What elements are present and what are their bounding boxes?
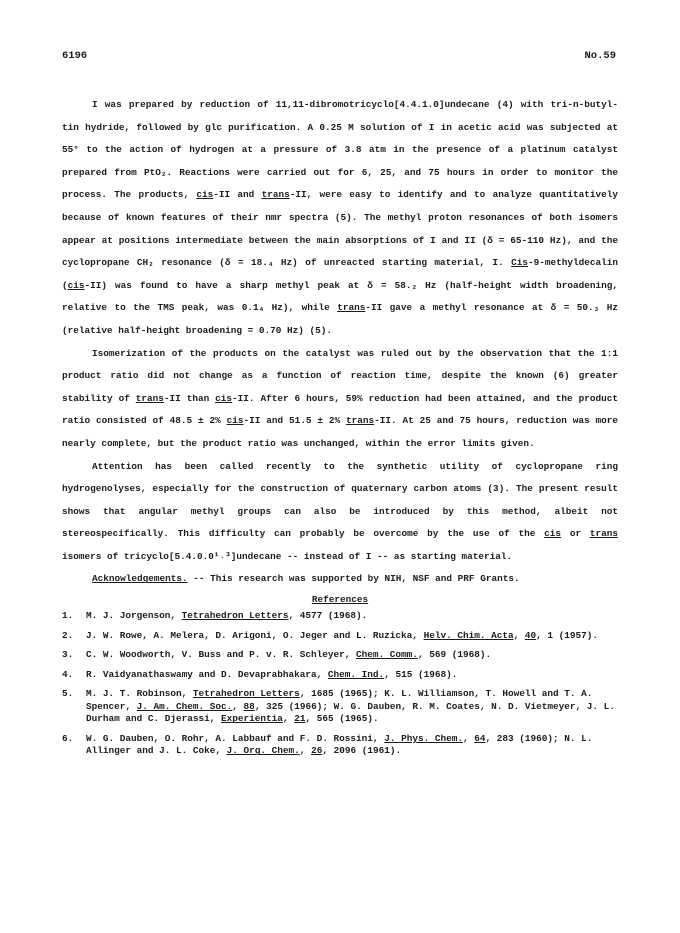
reference-item — [62, 669, 618, 682]
reference-number: 1. — [62, 610, 74, 622]
journal-issue: No.59 — [584, 50, 616, 62]
text-run: , 325 (1966); W. G. Dauben, R. M. Coates, N. D. Vietmeyer, J. L. Durham and C. Djerassi, — [86, 700, 615, 725]
underlined-term: Chem. Comm. — [356, 649, 418, 661]
text-run: or — [561, 528, 590, 540]
underlined-term: cis — [196, 189, 214, 201]
underlined-term: J. Phys. Chem. — [384, 732, 463, 744]
underlined-term: 21 — [294, 713, 306, 725]
acknowledgements-label: Acknowledgements. — [92, 573, 188, 585]
reference-item — [62, 649, 618, 662]
underlined-term: trans — [589, 528, 618, 540]
article-body — [62, 94, 618, 765]
references-heading-text: References — [311, 594, 369, 606]
acknowledgements-text: -- This research was supported by NIH, NSF and PRF Grants. — [187, 573, 520, 585]
text-run: -II) was found to have a sharp methyl peak at δ = 58.₂ Hz (half-height width broadening, relative to the TMS peak, was 0.1₄ Hz), while — [62, 279, 618, 314]
reference-text — [86, 669, 618, 682]
reference-text — [86, 610, 618, 623]
underlined-term: Cis — [511, 257, 528, 269]
underlined-term: Experientia — [221, 713, 283, 725]
text-run: W. G. Dauben, O. Rohr, A. Labbauf and F. D. Rossini, — [86, 732, 385, 744]
underlined-term: trans — [261, 189, 290, 201]
underlined-term: cis — [544, 528, 562, 540]
text-run: M. J. T. Robinson, — [86, 688, 193, 700]
text-run: , 1 (1957). — [536, 629, 598, 641]
text-run: , — [232, 700, 244, 712]
references-heading — [62, 592, 618, 608]
reference-number: 3. — [62, 649, 74, 661]
reference-number: 6. — [62, 732, 74, 744]
underlined-term: J. Org. Chem. — [226, 745, 300, 757]
text-run: , — [282, 713, 295, 725]
underlined-term: Helv. Chim. Acta — [423, 629, 514, 641]
reference-number: 4. — [62, 668, 74, 680]
underlined-term: cis — [226, 415, 244, 427]
reference-list — [62, 610, 618, 758]
underlined-term: Chem. Ind. — [327, 668, 385, 680]
text-run: , — [299, 745, 312, 757]
text-run: -II, were easy to identify and to analyze quantitatively because of known features of their nmr spectra (5). The methyl proton resonances of both isomers appear at positions intermediate between the main absorptions of I and II (δ = 65-110 Hz), and the cyclopropane CH₂ resonance (δ = 18.₄ Hz) of unreacted starting material, I. — [62, 189, 618, 269]
underlined-term: trans — [337, 302, 366, 314]
reference-item — [62, 733, 618, 758]
reference-text — [86, 733, 618, 758]
text-run: , 2096 (1961). — [322, 745, 402, 757]
paragraph-1 — [62, 94, 618, 343]
text-run: -II gave a methyl resonance at δ = 50.₃ Hz (relative half-height broadening = 0.70 Hz) (5). — [62, 302, 618, 336]
text-run: -II and 51.5 ± 2% — [243, 415, 346, 427]
text-run: Attention has been called recently to the synthetic utility of cyclopropane ring hydrogenolyses, especially for the construction of quaternary carbon atoms (3). The present result shows that angular methyl groups can also be introduced by this method, albeit not stereospecifically. This difficulty can probably be overcome by the use of the — [62, 460, 618, 540]
text-run: , — [462, 732, 475, 744]
text-run: isomers of tricyclo[5.4.0.0¹˒³]undecane -- instead of I -- as starting material. — [62, 550, 513, 562]
text-run: -9-methyldecalin ( — [62, 257, 618, 291]
reference-number: 5. — [62, 688, 74, 700]
text-run: C. W. Woodworth, V. Buss and P. v. R. Schleyer, — [86, 649, 357, 661]
text-run: , 283 (1960); N. L. Allinger and J. L. Coke, — [86, 732, 593, 757]
text-run: , 565 (1965). — [305, 713, 379, 725]
text-run: R. Vaidyanathaswamy and D. Devaprabhakara, — [86, 668, 328, 680]
underlined-term: cis — [215, 392, 233, 404]
underlined-term: Tetrahedron Letters — [192, 688, 300, 700]
text-run: I was prepared by reduction of 11,11-dibromotricyclo[4.4.1.0]undecane (4) with tri-n-butyl-tin hydride, followed by glc purification. A 0.25 M solution of I in acetic acid was subjected at 55° to the action of hydrogen at a pressure of 3.8 atm in the presence of a platinum catalyst prepared from PtO₂. Reactions were carried out for 6, 25, and 75 hours in order to monitor the process. The products, — [62, 99, 618, 201]
reference-text — [86, 649, 618, 662]
underlined-term: J. Am. Chem. Soc. — [136, 700, 233, 712]
reference-item — [62, 610, 618, 623]
text-run: J. W. Rowe, A. Melera, D. Arigoni, O. Jeger and L. Ruzicka, — [86, 629, 424, 641]
acknowledgements — [62, 568, 618, 590]
reference-text — [86, 688, 618, 726]
underlined-term: 88 — [243, 700, 255, 712]
text-run: M. J. Jorgenson, — [86, 610, 182, 622]
paragraph-2 — [62, 343, 618, 456]
underlined-term: Tetrahedron Letters — [181, 610, 289, 622]
underlined-term: cis — [67, 279, 85, 291]
text-run: -II and — [213, 189, 262, 201]
underlined-term: trans — [135, 392, 164, 404]
text-run: Isomerization of the products on the catalyst was ruled out by the observation that the 1:1 product ratio did not change as a function of reaction time, despite the known (6) greater stability of — [62, 347, 618, 404]
text-run: , 515 (1968). — [384, 668, 458, 680]
underlined-term: 64 — [474, 732, 486, 744]
text-run: , — [513, 629, 525, 641]
reference-item — [62, 630, 618, 643]
underlined-term: trans — [345, 415, 375, 427]
underlined-term: 40 — [524, 629, 537, 641]
text-run: , 4577 (1968). — [288, 610, 368, 622]
reference-item — [62, 688, 618, 726]
text-run: -II. At 25 and 75 hours, reduction was more nearly complete, but the product ratio was unchanged, within the error limits given. — [62, 415, 618, 449]
page-number: 6196 — [62, 50, 88, 62]
underlined-term: 26 — [311, 745, 323, 757]
paragraph-3 — [62, 456, 618, 569]
text-run: -II. After 6 hours, 59% reduction had been attained, and the product ratio consisted of 48.5 ± 2% — [62, 392, 619, 427]
text-run: , 1685 (1965); K. L. Williamson, T. Howell and T. A. Spencer, — [86, 688, 593, 712]
reference-number: 2. — [62, 629, 74, 641]
text-run: , 569 (1968). — [417, 649, 492, 661]
text-run: -II than — [163, 392, 216, 404]
reference-text — [86, 630, 618, 643]
